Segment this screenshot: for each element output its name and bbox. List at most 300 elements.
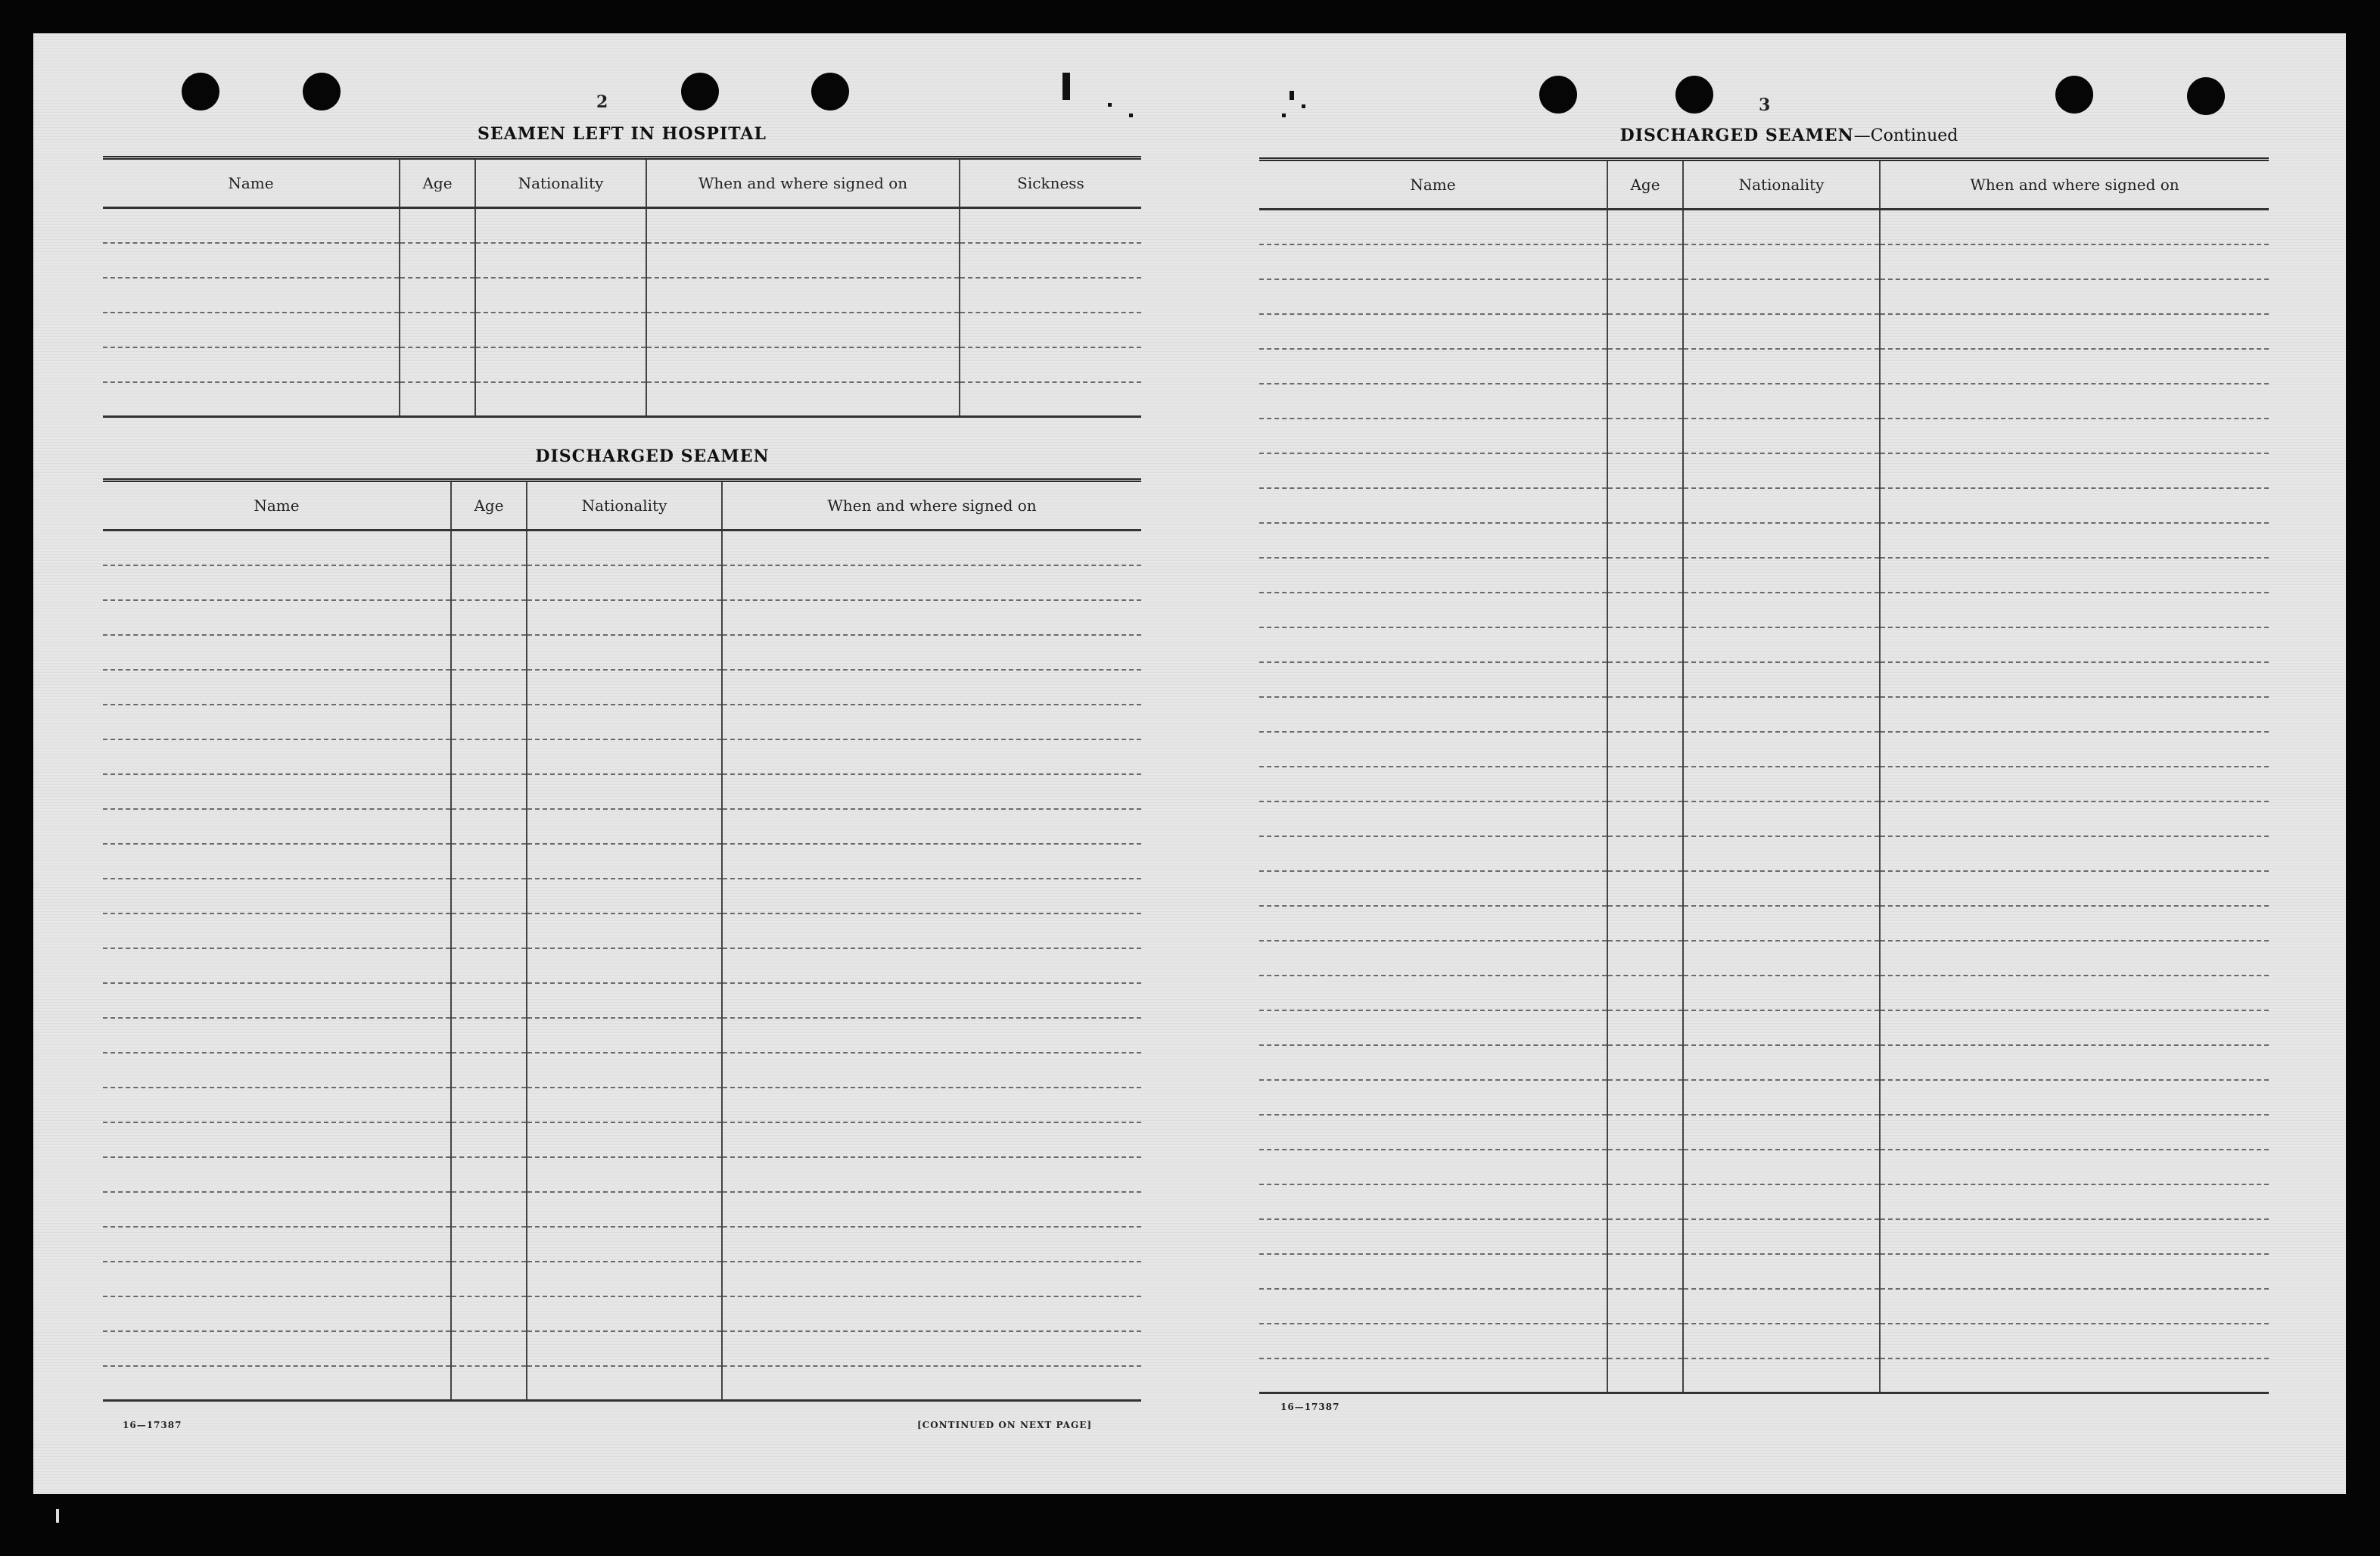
blank-cell (1607, 1080, 1683, 1115)
blank-cell (475, 347, 646, 382)
blank-cell (1880, 1358, 2269, 1393)
column-header-nationality: Nationality (475, 158, 646, 208)
blank-cell (646, 278, 960, 313)
punch-hole (2055, 76, 2093, 114)
punch-hole (1675, 76, 1713, 114)
blank-cell (400, 243, 475, 278)
blank-cell (451, 1227, 527, 1262)
blank-cell (1259, 732, 1607, 767)
table-row (1259, 767, 2269, 801)
blank-cell (103, 1157, 451, 1192)
blank-cell (527, 1262, 722, 1296)
table-row (1259, 1324, 2269, 1358)
blank-cell (475, 313, 646, 347)
blank-cell (1683, 384, 1880, 419)
blank-cell (722, 879, 1141, 913)
blank-cell (1607, 384, 1683, 419)
blank-cell (451, 1331, 527, 1366)
blank-cell (1683, 1184, 1880, 1219)
blank-cell (960, 243, 1141, 278)
blank-cell (646, 243, 960, 278)
table-row (1259, 697, 2269, 732)
blank-cell (527, 565, 722, 600)
blank-cell (1683, 1045, 1880, 1080)
blank-cell (1607, 314, 1683, 349)
blank-cell (1683, 1150, 1880, 1184)
blank-cell (1607, 906, 1683, 941)
blank-cell (1259, 453, 1607, 488)
blank-cell (1880, 593, 2269, 627)
blank-cell (1259, 1045, 1607, 1080)
blank-cell (1683, 453, 1880, 488)
blank-cell (1880, 767, 2269, 801)
blank-cell (1607, 1184, 1683, 1219)
table-row (1259, 244, 2269, 279)
blank-cell (1683, 767, 1880, 801)
table-row (103, 208, 1141, 243)
table-row (1259, 314, 2269, 349)
form-code-left: 16—17387 (123, 1420, 182, 1430)
blank-cell (1607, 1150, 1683, 1184)
blank-cell (451, 1157, 527, 1192)
table-row (1259, 453, 2269, 488)
table-row (103, 600, 1141, 635)
blank-cell (1259, 627, 1607, 662)
scan-mark (1108, 103, 1112, 107)
column-header-age: Age (400, 158, 475, 208)
discharged-table (103, 478, 1141, 1402)
blank-cell (1259, 941, 1607, 976)
blank-cell (1259, 906, 1607, 941)
blank-cell (1259, 1358, 1607, 1393)
blank-cell (103, 565, 451, 600)
blank-cell (1683, 244, 1880, 279)
section-title-hospital-text: SEAMEN LEFT IN HOSPITAL (478, 124, 767, 144)
blank-cell (1683, 1289, 1880, 1324)
hospital-table-body (103, 208, 1141, 417)
blank-cell (1259, 697, 1607, 732)
table-row (1259, 1289, 2269, 1324)
blank-cell (1683, 662, 1880, 697)
table-row (103, 913, 1141, 948)
blank-cell (1880, 871, 2269, 906)
blank-cell (1683, 279, 1880, 314)
table-row (103, 1262, 1141, 1296)
table-row (1259, 1010, 2269, 1045)
blank-cell (1259, 244, 1607, 279)
discharged-continued-table (1259, 157, 2269, 1394)
blank-cell (527, 1227, 722, 1262)
blank-cell (722, 1262, 1141, 1296)
blank-cell (1683, 1358, 1880, 1393)
blank-cell (1259, 1115, 1607, 1150)
blank-cell (1259, 384, 1607, 419)
punch-hole (2187, 77, 2225, 115)
blank-cell (527, 705, 722, 739)
table-row (1259, 488, 2269, 523)
blank-cell (1683, 419, 1880, 453)
blank-cell (1259, 593, 1607, 627)
blank-cell (722, 844, 1141, 879)
blank-cell (527, 1122, 722, 1157)
blank-cell (1259, 488, 1607, 523)
blank-cell (1683, 488, 1880, 523)
column-header-nationality: Nationality (527, 481, 722, 531)
blank-cell (1259, 523, 1607, 558)
blank-cell (722, 1157, 1141, 1192)
blank-cell (451, 1088, 527, 1122)
table-row (1259, 1219, 2269, 1254)
blank-cell (1607, 976, 1683, 1010)
blank-cell (1259, 1324, 1607, 1358)
blank-cell (1607, 279, 1683, 314)
blank-cell (1607, 1010, 1683, 1045)
column-header-name: Name (103, 481, 451, 531)
page-number-right: 3 (1759, 95, 1771, 115)
discharged-table-header (103, 481, 1141, 531)
blank-cell (451, 1053, 527, 1088)
blank-cell (722, 705, 1141, 739)
blank-cell (960, 382, 1141, 417)
blank-cell (103, 1366, 451, 1401)
column-header-sickness: Sickness (960, 158, 1141, 208)
blank-cell (1683, 349, 1880, 384)
scan-mark (1302, 104, 1305, 108)
blank-cell (1607, 1115, 1683, 1150)
blank-cell (451, 844, 527, 879)
blank-cell (1880, 419, 2269, 453)
hospital-table-header (103, 158, 1141, 208)
blank-cell (960, 208, 1141, 243)
blank-cell (103, 208, 400, 243)
blank-cell (960, 313, 1141, 347)
blank-cell (1607, 244, 1683, 279)
blank-cell (1259, 279, 1607, 314)
table-row (103, 243, 1141, 278)
blank-cell (527, 1296, 722, 1331)
column-header-age: Age (1607, 160, 1683, 210)
blank-cell (1880, 1289, 2269, 1324)
blank-cell (1880, 1010, 2269, 1045)
blank-cell (451, 565, 527, 600)
blank-cell (451, 913, 527, 948)
blank-cell (722, 1122, 1141, 1157)
discharged-table-body (103, 531, 1141, 1401)
blank-cell (646, 347, 960, 382)
table-row (103, 1331, 1141, 1366)
table-row (103, 382, 1141, 417)
table-row (1259, 1184, 2269, 1219)
blank-cell (722, 948, 1141, 983)
blank-cell (1607, 593, 1683, 627)
table-row (1259, 627, 2269, 662)
table-row (1259, 976, 2269, 1010)
blank-cell (1259, 801, 1607, 836)
table-row (1259, 1115, 2269, 1150)
blank-cell (1607, 349, 1683, 384)
blank-cell (527, 1018, 722, 1053)
blank-cell (451, 1296, 527, 1331)
blank-cell (103, 809, 451, 844)
blank-cell (722, 809, 1141, 844)
blank-cell (527, 635, 722, 670)
blank-cell (527, 844, 722, 879)
blank-cell (1259, 1080, 1607, 1115)
blank-cell (451, 635, 527, 670)
blank-cell (527, 1157, 722, 1192)
blank-cell (527, 1331, 722, 1366)
blank-cell (1683, 1080, 1880, 1115)
blank-cell (1607, 941, 1683, 976)
discharged-continued-table-header (1259, 160, 2269, 210)
blank-cell (1607, 558, 1683, 593)
blank-cell (451, 1192, 527, 1227)
scan-mark (1129, 114, 1133, 117)
blank-cell (527, 1192, 722, 1227)
table-row (1259, 558, 2269, 593)
blank-cell (475, 208, 646, 243)
table-row (1259, 801, 2269, 836)
discharged-continued-table-body (1259, 210, 2269, 1393)
blank-cell (1683, 801, 1880, 836)
blank-cell (527, 739, 722, 774)
form-sheet (33, 33, 2346, 1494)
blank-cell (1683, 523, 1880, 558)
table-row (103, 844, 1141, 879)
table-row (1259, 836, 2269, 871)
column-header-age: Age (451, 481, 527, 531)
blank-cell (1880, 1219, 2269, 1254)
blank-cell (1880, 1254, 2269, 1289)
table-row (103, 1018, 1141, 1053)
blank-cell (1880, 732, 2269, 767)
blank-cell (103, 382, 400, 417)
blank-cell (1259, 1219, 1607, 1254)
blank-cell (103, 635, 451, 670)
blank-cell (1607, 836, 1683, 871)
blank-cell (1880, 662, 2269, 697)
blank-cell (1880, 976, 2269, 1010)
blank-cell (1607, 1219, 1683, 1254)
blank-cell (1683, 210, 1880, 244)
table-row (1259, 662, 2269, 697)
blank-cell (1880, 1045, 2269, 1080)
blank-cell (1683, 976, 1880, 1010)
table-row (103, 1296, 1141, 1331)
blank-cell (722, 1227, 1141, 1262)
blank-cell (527, 670, 722, 705)
blank-cell (722, 983, 1141, 1018)
table-row (1259, 1358, 2269, 1393)
blank-cell (451, 809, 527, 844)
blank-cell (1683, 627, 1880, 662)
blank-cell (1683, 1254, 1880, 1289)
blank-cell (1259, 1289, 1607, 1324)
blank-cell (400, 313, 475, 347)
table-row (103, 1053, 1141, 1088)
blank-cell (451, 948, 527, 983)
blank-cell (1607, 453, 1683, 488)
blank-cell (103, 670, 451, 705)
blank-cell (527, 1366, 722, 1401)
table-row (103, 705, 1141, 739)
blank-cell (1683, 732, 1880, 767)
blank-cell (103, 1227, 451, 1262)
blank-cell (722, 913, 1141, 948)
blank-cell (527, 809, 722, 844)
blank-cell (1259, 662, 1607, 697)
punch-hole (811, 73, 849, 110)
blank-cell (103, 1018, 451, 1053)
blank-cell (400, 278, 475, 313)
blank-cell (646, 208, 960, 243)
blank-cell (475, 382, 646, 417)
blank-cell (1607, 697, 1683, 732)
blank-cell (475, 278, 646, 313)
table-row (1259, 941, 2269, 976)
blank-cell (646, 382, 960, 417)
blank-cell (646, 313, 960, 347)
blank-cell (1607, 1358, 1683, 1393)
blank-cell (1259, 1184, 1607, 1219)
blank-cell (451, 670, 527, 705)
table-row (103, 531, 1141, 565)
blank-cell (103, 774, 451, 809)
blank-cell (1683, 1219, 1880, 1254)
blank-cell (1607, 627, 1683, 662)
table-row (103, 347, 1141, 382)
blank-cell (451, 531, 527, 565)
hospital-table (103, 156, 1141, 418)
blank-cell (1259, 349, 1607, 384)
blank-cell (451, 600, 527, 635)
blank-cell (722, 1088, 1141, 1122)
table-row (103, 635, 1141, 670)
column-header-nationality: Nationality (1683, 160, 1880, 210)
blank-cell (722, 635, 1141, 670)
blank-cell (960, 347, 1141, 382)
blank-cell (1259, 767, 1607, 801)
blank-cell (103, 278, 400, 313)
punch-hole (681, 73, 719, 110)
table-row (1259, 419, 2269, 453)
table-row (1259, 210, 2269, 244)
blank-cell (527, 774, 722, 809)
blank-cell (451, 1018, 527, 1053)
blank-cell (527, 1053, 722, 1088)
table-row (1259, 906, 2269, 941)
blank-cell (1880, 801, 2269, 836)
blank-cell (1880, 244, 2269, 279)
blank-cell (1880, 627, 2269, 662)
blank-cell (1683, 1010, 1880, 1045)
blank-cell (103, 1122, 451, 1157)
blank-cell (722, 1192, 1141, 1227)
blank-cell (1880, 453, 2269, 488)
table-row (1259, 871, 2269, 906)
blank-cell (103, 1192, 451, 1227)
blank-cell (103, 1296, 451, 1331)
blank-cell (722, 1366, 1141, 1401)
scan-mark (1062, 73, 1070, 100)
blank-cell (1880, 1115, 2269, 1150)
punch-hole (303, 73, 341, 110)
blank-cell (1880, 697, 2269, 732)
table-row (1259, 384, 2269, 419)
blank-cell (1607, 767, 1683, 801)
blank-cell (103, 531, 451, 565)
blank-cell (103, 913, 451, 948)
column-header-name: Name (1259, 160, 1607, 210)
blank-cell (1259, 1150, 1607, 1184)
blank-cell (400, 382, 475, 417)
blank-cell (475, 243, 646, 278)
blank-cell (1880, 314, 2269, 349)
table-row (103, 565, 1141, 600)
section-title-discharged-text: DISCHARGED SEAMEN (535, 447, 770, 466)
table-row (103, 1227, 1141, 1262)
blank-cell (451, 774, 527, 809)
table-row (103, 1192, 1141, 1227)
blank-cell (527, 948, 722, 983)
blank-cell (527, 600, 722, 635)
form-code-right: 16—17387 (1280, 1402, 1340, 1412)
blank-cell (103, 243, 400, 278)
continued-note: [CONTINUED ON NEXT PAGE] (917, 1420, 1093, 1430)
section-title-suffix: —Continued (1853, 126, 1958, 145)
blank-cell (451, 739, 527, 774)
page-number-left: 2 (596, 92, 608, 112)
blank-cell (1683, 697, 1880, 732)
table-row (103, 278, 1141, 313)
blank-cell (722, 739, 1141, 774)
blank-cell (1880, 941, 2269, 976)
blank-cell (722, 774, 1141, 809)
blank-cell (1880, 1184, 2269, 1219)
table-row (1259, 1150, 2269, 1184)
blank-cell (1880, 1324, 2269, 1358)
blank-cell (1259, 558, 1607, 593)
table-row (103, 739, 1141, 774)
blank-cell (103, 879, 451, 913)
blank-cell (103, 1088, 451, 1122)
section-title-discharged-continued (1259, 126, 2319, 145)
blank-cell (400, 347, 475, 382)
table-row (103, 1088, 1141, 1122)
blank-cell (1880, 279, 2269, 314)
blank-cell (1683, 906, 1880, 941)
blank-cell (527, 913, 722, 948)
column-header-signed-on: When and where signed on (646, 158, 960, 208)
blank-cell (1607, 801, 1683, 836)
table-row (1259, 279, 2269, 314)
blank-cell (1259, 1010, 1607, 1045)
blank-cell (1880, 349, 2269, 384)
punch-hole (182, 73, 219, 110)
scan-mark (56, 1509, 59, 1523)
blank-cell (1607, 210, 1683, 244)
table-row (1259, 1254, 2269, 1289)
blank-cell (1880, 1150, 2269, 1184)
column-header-signed-on: When and where signed on (722, 481, 1141, 531)
blank-cell (1259, 836, 1607, 871)
scan-mark (1290, 91, 1294, 100)
blank-cell (1607, 662, 1683, 697)
blank-cell (1607, 1045, 1683, 1080)
table-row (103, 1122, 1141, 1157)
table-row (103, 774, 1141, 809)
blank-cell (103, 739, 451, 774)
